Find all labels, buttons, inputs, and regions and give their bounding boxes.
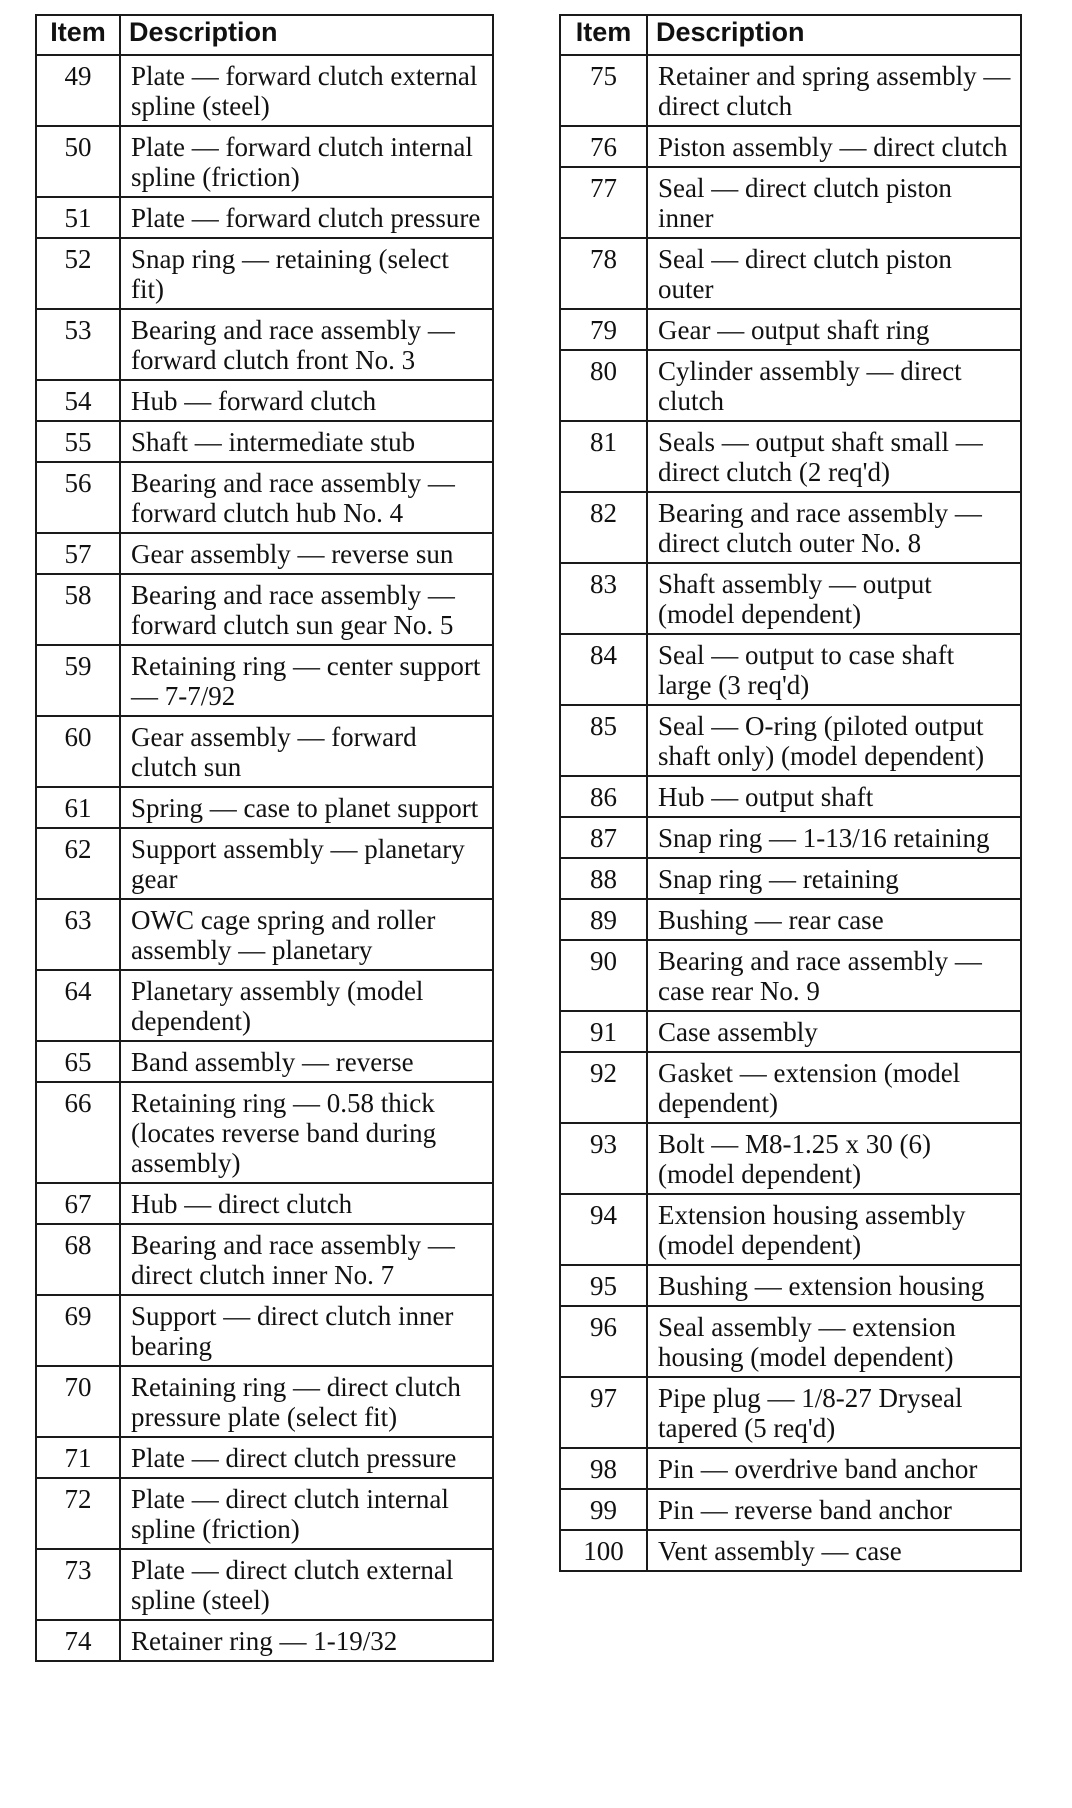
table-row — [36, 533, 493, 574]
item-number: 73 — [36, 1549, 120, 1620]
item-description: Retainer ring — 1-19/32 — [120, 1620, 493, 1661]
item-description: Bearing and race assembly — forward clutch front No. 3 — [120, 309, 493, 380]
item-description: Gasket — extension (model dependent) — [647, 1052, 1021, 1123]
table-row — [560, 858, 1021, 899]
item-number: 57 — [36, 533, 120, 574]
table-row — [36, 1082, 493, 1183]
parts-table-right — [559, 14, 1022, 1572]
item-description: Seal — O-ring (piloted output shaft only) (model dependent) — [647, 705, 1021, 776]
table-row — [36, 1478, 493, 1549]
item-description: Snap ring — retaining (select fit) — [120, 238, 493, 309]
item-number: 68 — [36, 1224, 120, 1295]
table-row — [560, 1194, 1021, 1265]
item-description: Plate — forward clutch external spline (steel) — [120, 55, 493, 126]
table-row — [560, 1489, 1021, 1530]
item-description: Hub — output shaft — [647, 776, 1021, 817]
table-row — [560, 55, 1021, 126]
item-number: 85 — [560, 705, 647, 776]
item-description: Shaft — intermediate stub — [120, 421, 493, 462]
item-number: 91 — [560, 1011, 647, 1052]
parts-table-left — [35, 14, 494, 1662]
item-number: 65 — [36, 1041, 120, 1082]
table-row — [36, 1041, 493, 1082]
item-number: 60 — [36, 716, 120, 787]
item-number: 81 — [560, 421, 647, 492]
item-number: 75 — [560, 55, 647, 126]
item-number: 93 — [560, 1123, 647, 1194]
item-number: 79 — [560, 309, 647, 350]
item-description: Bearing and race assembly — forward clutch sun gear No. 5 — [120, 574, 493, 645]
table-row — [36, 1295, 493, 1366]
table-row — [560, 1052, 1021, 1123]
item-number: 83 — [560, 563, 647, 634]
table-row — [36, 421, 493, 462]
table-row — [560, 492, 1021, 563]
item-number: 100 — [560, 1530, 647, 1571]
item-description: Seal — direct clutch piston inner — [647, 167, 1021, 238]
item-description: Support — direct clutch inner bearing — [120, 1295, 493, 1366]
item-number: 66 — [36, 1082, 120, 1183]
item-description: Plate — direct clutch internal spline (friction) — [120, 1478, 493, 1549]
item-number: 86 — [560, 776, 647, 817]
table-row — [36, 970, 493, 1041]
item-number: 54 — [36, 380, 120, 421]
item-description: Bolt — M8-1.25 x 30 (6) (model dependent) — [647, 1123, 1021, 1194]
item-description: Gear assembly — reverse sun — [120, 533, 493, 574]
item-description: Snap ring — 1-13/16 retaining — [647, 817, 1021, 858]
item-number: 96 — [560, 1306, 647, 1377]
item-description: Snap ring — retaining — [647, 858, 1021, 899]
item-description: Hub — forward clutch — [120, 380, 493, 421]
table-row — [560, 1123, 1021, 1194]
item-number: 78 — [560, 238, 647, 309]
table-row — [36, 787, 493, 828]
item-description: Spring — case to planet support — [120, 787, 493, 828]
item-description: Shaft assembly — output (model dependent) — [647, 563, 1021, 634]
table-row — [36, 55, 493, 126]
item-description: Planetary assembly (model dependent) — [120, 970, 493, 1041]
table-row — [36, 238, 493, 309]
item-number: 52 — [36, 238, 120, 309]
item-column-header: Item — [560, 15, 647, 55]
item-number: 58 — [36, 574, 120, 645]
item-number: 67 — [36, 1183, 120, 1224]
item-description: Case assembly — [647, 1011, 1021, 1052]
item-number: 61 — [36, 787, 120, 828]
item-number: 50 — [36, 126, 120, 197]
item-description: Plate — forward clutch pressure — [120, 197, 493, 238]
item-description: Seal assembly — extension housing (model dependent) — [647, 1306, 1021, 1377]
item-number: 72 — [36, 1478, 120, 1549]
table-row — [36, 309, 493, 380]
item-number: 64 — [36, 970, 120, 1041]
item-column-header: Item — [36, 15, 120, 55]
item-description: Plate — direct clutch pressure — [120, 1437, 493, 1478]
item-number: 95 — [560, 1265, 647, 1306]
item-number: 63 — [36, 899, 120, 970]
item-number: 77 — [560, 167, 647, 238]
item-description: Bearing and race assembly — direct clutch inner No. 7 — [120, 1224, 493, 1295]
item-number: 70 — [36, 1366, 120, 1437]
table-row — [36, 1224, 493, 1295]
table-row — [560, 238, 1021, 309]
item-description: Vent assembly — case — [647, 1530, 1021, 1571]
table-row — [560, 350, 1021, 421]
table-row — [36, 828, 493, 899]
table-row — [560, 309, 1021, 350]
item-description: Band assembly — reverse — [120, 1041, 493, 1082]
item-description: OWC cage spring and roller assembly — planetary — [120, 899, 493, 970]
table-row — [560, 1377, 1021, 1448]
header-row — [560, 15, 1021, 55]
item-number: 59 — [36, 645, 120, 716]
item-description: Bushing — extension housing — [647, 1265, 1021, 1306]
table-row — [36, 126, 493, 197]
item-number: 62 — [36, 828, 120, 899]
item-description: Retaining ring — direct clutch pressure plate (select fit) — [120, 1366, 493, 1437]
item-description: Retaining ring — center support — 7-7/92 — [120, 645, 493, 716]
item-description: Seal — output to case shaft large (3 req'd) — [647, 634, 1021, 705]
item-number: 76 — [560, 126, 647, 167]
item-description: Bearing and race assembly — forward clutch hub No. 4 — [120, 462, 493, 533]
item-number: 89 — [560, 899, 647, 940]
item-number: 87 — [560, 817, 647, 858]
description-column-header: Description — [647, 15, 1021, 55]
table-row — [36, 1549, 493, 1620]
item-number: 94 — [560, 1194, 647, 1265]
item-description: Pipe plug — 1/8-27 Dryseal tapered (5 req'd) — [647, 1377, 1021, 1448]
item-description: Seals — output shaft small — direct clutch (2 req'd) — [647, 421, 1021, 492]
item-number: 55 — [36, 421, 120, 462]
table-row — [36, 380, 493, 421]
item-number: 92 — [560, 1052, 647, 1123]
table-row — [36, 1183, 493, 1224]
table-row — [36, 1620, 493, 1661]
item-description: Gear assembly — forward clutch sun — [120, 716, 493, 787]
table-row — [36, 716, 493, 787]
item-description: Bushing — rear case — [647, 899, 1021, 940]
table-row — [560, 705, 1021, 776]
item-description: Seal — direct clutch piston outer — [647, 238, 1021, 309]
item-number: 97 — [560, 1377, 647, 1448]
table-row — [560, 421, 1021, 492]
table-row — [560, 776, 1021, 817]
item-description: Pin — reverse band anchor — [647, 1489, 1021, 1530]
item-number: 98 — [560, 1448, 647, 1489]
item-number: 49 — [36, 55, 120, 126]
table-row — [36, 1366, 493, 1437]
item-number: 88 — [560, 858, 647, 899]
table-row — [560, 1448, 1021, 1489]
table-row — [36, 1437, 493, 1478]
item-number: 53 — [36, 309, 120, 380]
item-number: 51 — [36, 197, 120, 238]
item-description: Hub — direct clutch — [120, 1183, 493, 1224]
table-row — [36, 574, 493, 645]
table-row — [36, 645, 493, 716]
table-row — [560, 817, 1021, 858]
header-row — [36, 15, 493, 55]
item-description: Cylinder assembly — direct clutch — [647, 350, 1021, 421]
item-description: Plate — forward clutch internal spline (friction) — [120, 126, 493, 197]
table-row — [560, 899, 1021, 940]
item-number: 71 — [36, 1437, 120, 1478]
table-row — [36, 899, 493, 970]
item-description: Bearing and race assembly — case rear No. 9 — [647, 940, 1021, 1011]
table-row — [560, 1530, 1021, 1571]
item-description: Plate — direct clutch external spline (steel) — [120, 1549, 493, 1620]
table-row — [560, 634, 1021, 705]
item-number: 56 — [36, 462, 120, 533]
table-row — [560, 1011, 1021, 1052]
description-column-header: Description — [120, 15, 493, 55]
table-row — [36, 462, 493, 533]
item-number: 84 — [560, 634, 647, 705]
item-description: Gear — output shaft ring — [647, 309, 1021, 350]
table-row — [560, 1306, 1021, 1377]
item-number: 69 — [36, 1295, 120, 1366]
table-row — [560, 167, 1021, 238]
item-description: Bearing and race assembly — direct clutch outer No. 8 — [647, 492, 1021, 563]
item-number: 99 — [560, 1489, 647, 1530]
item-number: 80 — [560, 350, 647, 421]
item-number: 82 — [560, 492, 647, 563]
item-description: Piston assembly — direct clutch — [647, 126, 1021, 167]
item-number: 74 — [36, 1620, 120, 1661]
table-row — [560, 126, 1021, 167]
item-description: Retainer and spring assembly — direct clutch — [647, 55, 1021, 126]
item-description: Pin — overdrive band anchor — [647, 1448, 1021, 1489]
item-description: Retaining ring — 0.58 thick (locates reverse band during assembly) — [120, 1082, 493, 1183]
table-row — [560, 563, 1021, 634]
item-number: 90 — [560, 940, 647, 1011]
table-row — [560, 940, 1021, 1011]
table-row — [36, 197, 493, 238]
item-description: Extension housing assembly (model dependent) — [647, 1194, 1021, 1265]
table-row — [560, 1265, 1021, 1306]
item-description: Support assembly — planetary gear — [120, 828, 493, 899]
